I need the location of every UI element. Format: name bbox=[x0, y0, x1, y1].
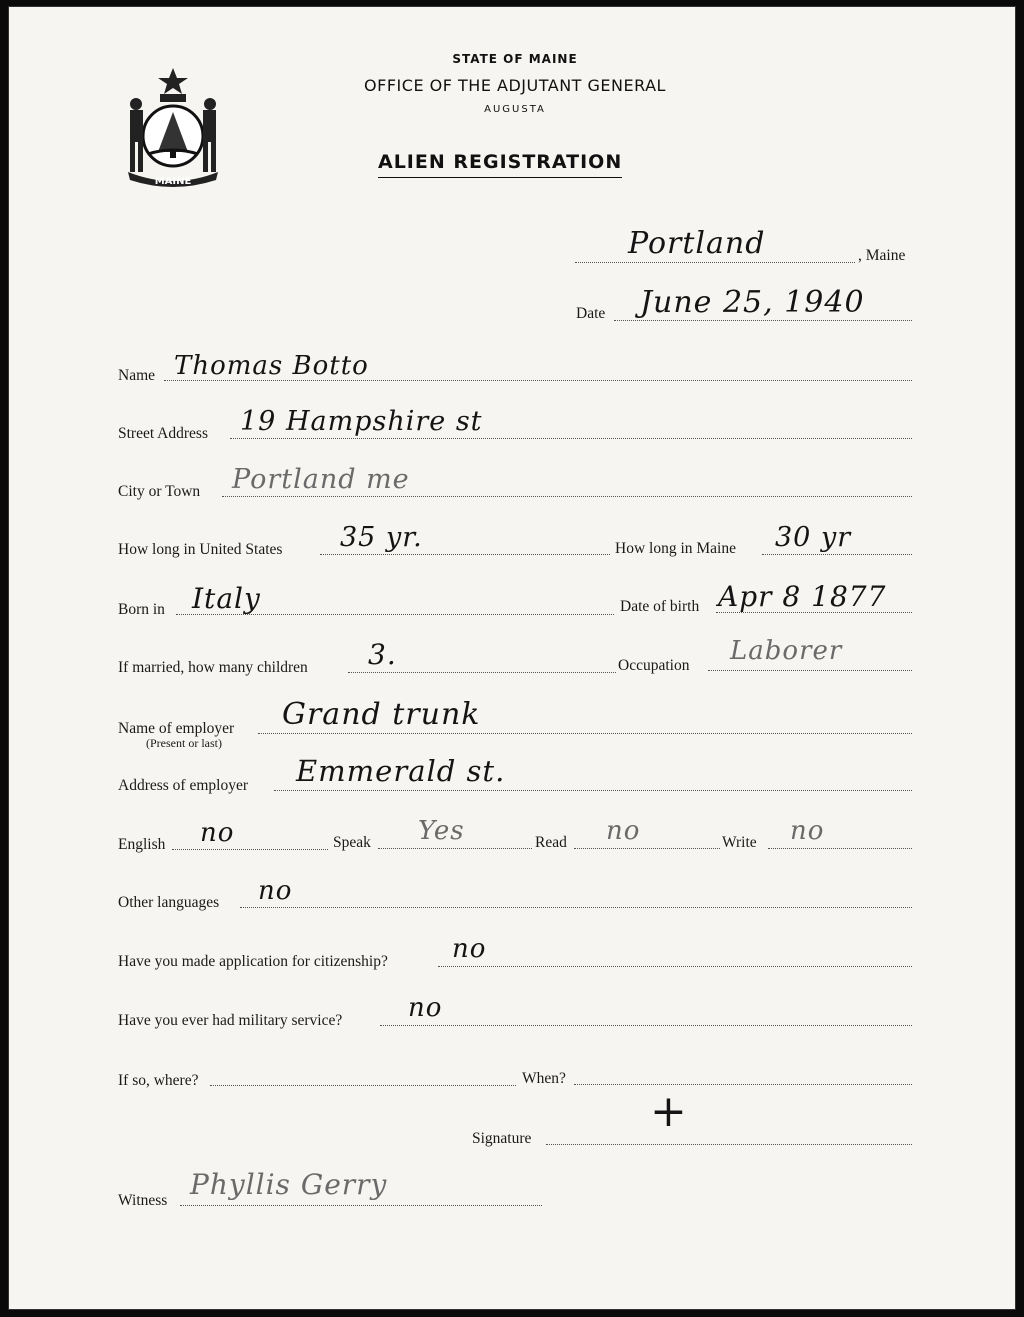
when-label: When? bbox=[522, 1070, 566, 1087]
svg-text:MAINE: MAINE bbox=[154, 176, 192, 187]
children-line bbox=[348, 672, 616, 673]
english-line bbox=[172, 849, 328, 850]
witness-value: Phyllis Gerry bbox=[190, 1168, 388, 1201]
witness-line bbox=[180, 1205, 542, 1206]
children-value: 3. bbox=[368, 638, 397, 671]
born-in-value: Italy bbox=[192, 582, 261, 615]
born-in-label: Born in bbox=[118, 601, 165, 618]
children-label: If married, how many children bbox=[118, 659, 308, 676]
header-state: STATE OF MAINE bbox=[452, 52, 578, 66]
how-long-us-value: 35 yr. bbox=[340, 522, 423, 553]
witness-label: Witness bbox=[118, 1192, 168, 1209]
if-so-where-line bbox=[210, 1085, 516, 1086]
how-long-maine-label: How long in Maine bbox=[615, 540, 736, 557]
city-or-town-value: Portland me bbox=[232, 464, 410, 495]
name-value: Thomas Botto bbox=[174, 351, 369, 381]
employer-name-value: Grand trunk bbox=[282, 697, 481, 732]
city-or-town-line bbox=[222, 496, 912, 497]
street-address-line bbox=[230, 438, 912, 439]
other-languages-label: Other languages bbox=[118, 894, 220, 911]
write-label: Write bbox=[722, 834, 757, 851]
english-label: English bbox=[118, 836, 166, 853]
speak-line bbox=[378, 848, 532, 849]
other-languages-value: no bbox=[258, 876, 293, 906]
form-title: ALIEN REGISTRATION bbox=[378, 151, 622, 178]
read-line bbox=[574, 848, 720, 849]
date-of-birth-value: Apr 8 1877 bbox=[718, 580, 887, 613]
city-line bbox=[575, 262, 855, 263]
street-address-label: Street Address bbox=[118, 425, 208, 442]
maine-label: , Maine bbox=[858, 247, 906, 264]
if-so-where-label: If so, where? bbox=[118, 1072, 199, 1089]
occupation-line bbox=[708, 670, 912, 671]
write-line bbox=[768, 848, 912, 849]
speak-label: Speak bbox=[333, 834, 371, 851]
read-value: no bbox=[606, 816, 641, 846]
how-long-us-line bbox=[320, 554, 610, 555]
how-long-us-label: How long in United States bbox=[118, 541, 283, 558]
street-address-value: 19 Hampshire st bbox=[240, 406, 483, 437]
write-value: no bbox=[790, 816, 825, 846]
employer-name-label: Name of employer bbox=[118, 720, 235, 737]
citizenship-label: Have you made application for citizenship? bbox=[118, 953, 388, 970]
date-line bbox=[614, 320, 912, 321]
occupation-value: Laborer bbox=[730, 636, 843, 666]
city-value: Portland bbox=[628, 226, 766, 261]
signature-mark: + bbox=[650, 1086, 688, 1137]
when-line bbox=[574, 1084, 912, 1085]
military-label: Have you ever had military service? bbox=[118, 1012, 343, 1029]
signature-line bbox=[546, 1144, 912, 1145]
speak-value: Yes bbox=[418, 816, 465, 846]
date-value: June 25, 1940 bbox=[640, 285, 865, 320]
employer-address-label: Address of employer bbox=[118, 777, 248, 794]
name-label: Name bbox=[118, 367, 156, 384]
employer-name-line bbox=[258, 733, 912, 734]
employer-sub-label: (Present or last) bbox=[146, 736, 222, 750]
citizenship-value: no bbox=[452, 934, 487, 964]
header-office: OFFICE OF THE ADJUTANT GENERAL bbox=[364, 76, 666, 95]
other-languages-line bbox=[240, 907, 912, 908]
read-label: Read bbox=[535, 834, 567, 851]
employer-address-value: Emmerald st. bbox=[296, 754, 506, 788]
maine-seal-icon bbox=[118, 66, 228, 190]
occupation-label: Occupation bbox=[618, 657, 690, 674]
how-long-maine-line bbox=[762, 554, 912, 555]
signature-label: Signature bbox=[472, 1130, 532, 1147]
city-or-town-label: City or Town bbox=[118, 483, 201, 500]
date-of-birth-label: Date of birth bbox=[620, 598, 700, 615]
date-label: Date bbox=[576, 305, 606, 322]
how-long-maine-value: 30 yr bbox=[775, 522, 852, 553]
header-city: AUGUSTA bbox=[484, 104, 546, 115]
citizenship-line bbox=[438, 966, 912, 967]
form-page bbox=[8, 6, 1016, 1310]
employer-address-line bbox=[274, 790, 912, 791]
military-line bbox=[380, 1025, 912, 1026]
english-value: no bbox=[200, 818, 235, 848]
military-value: no bbox=[408, 993, 443, 1023]
